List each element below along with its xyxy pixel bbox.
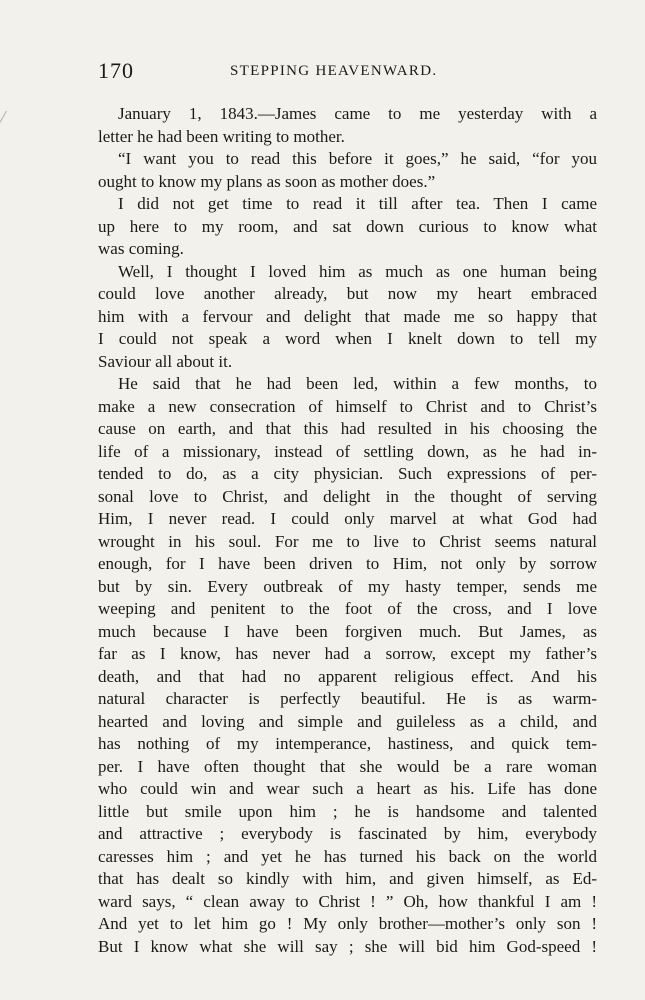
text-line: I did not get time to read it till after tea. Then I came [118, 194, 597, 213]
text-line: ward says, “ clean away to Christ ! ” Oh, how thankful I am ! [98, 891, 597, 911]
text-line: much because I have been forgiven much. But James, as [98, 621, 597, 641]
text-line: wrought in his soul. For me to live to Christ seems natural [98, 531, 597, 551]
text-line: that has dealt so kindly with him, and given himself, as Ed- [98, 869, 597, 888]
text-line: death, and that had no apparent religious effect. And his [98, 666, 597, 686]
text-line: sonal love to Christ, and delight in the thought of serving [98, 486, 597, 506]
text-line: far as I know, has never had a sorrow, except my father’s [98, 644, 597, 663]
text-line: was coming. [98, 239, 184, 258]
text-line: “I want you to read this before it goes,” he said, “for you [118, 149, 597, 168]
margin-mark [0, 111, 14, 128]
text-line: hearted and loving and simple and guileless as a child, and [98, 711, 597, 731]
text-line: and attractive ; everybody is fascinated by him, everybody [98, 824, 597, 843]
text-line: January 1, 1843.—James came to me yesterday with a [118, 104, 597, 123]
text-line: life of a missionary, instead of settling down, as he had in- [98, 441, 597, 461]
text-line: Saviour all about it. [98, 351, 233, 371]
text-line: but by sin. Every outbreak of my hasty temper, sends me [98, 576, 597, 596]
text-line: up here to my room, and sat down curious to know what [98, 216, 597, 236]
text-line: enough, for I have been driven to Him, not only by sorrow [98, 554, 597, 573]
text-line: cause on earth, and that this had resulted in his choosing the [98, 419, 597, 438]
text-line: him with a fervour and delight that made me so happy that [98, 306, 597, 326]
text-line: who could win and wear such a heart as his. Life has done [98, 779, 597, 798]
text-line: has nothing of my intemperance, hastiness, and quick tem- [98, 734, 597, 753]
text-line: per. I have often thought that she would be a rare woman [98, 756, 597, 776]
text-line: tended to do, as a city physician. Such expressions of per- [98, 464, 597, 483]
text-line: He said that he had been led, within a few months, to [118, 374, 597, 393]
text-line: could love another already, but now my heart embraced [98, 284, 597, 303]
text-line: I could not speak a word when I knelt down to tell my [98, 329, 597, 348]
text-line: natural character is perfectly beautiful. He is as warm- [98, 689, 597, 708]
text-line: Him, I never read. I could only marvel at what God had [98, 509, 597, 528]
running-title: STEPPING HEAVENWARD. [230, 63, 438, 79]
text-line: And yet to let him go ! My only brother—mother’s only son ! [98, 914, 597, 933]
text-line: little but smile upon him ; he is handsome and talented [98, 801, 597, 821]
text-line: make a new consecration of himself to Christ and to Christ’s [98, 396, 597, 416]
text-line: ought to know my plans as soon as mother does.” [98, 171, 436, 191]
text-line: But I know what she will say ; she will bid him God-speed ! [98, 936, 597, 956]
text-line: Well, I thought I loved him as much as one human being [118, 261, 597, 281]
page-number: 170 [98, 58, 134, 83]
body-text [98, 103, 597, 958]
text-line: letter he had been writing to mother. [98, 126, 345, 146]
text-line: weeping and penitent to the foot of the cross, and I love [98, 599, 597, 618]
page-header [98, 58, 596, 88]
text-line: caresses him ; and yet he has turned his back on the world [98, 846, 597, 866]
